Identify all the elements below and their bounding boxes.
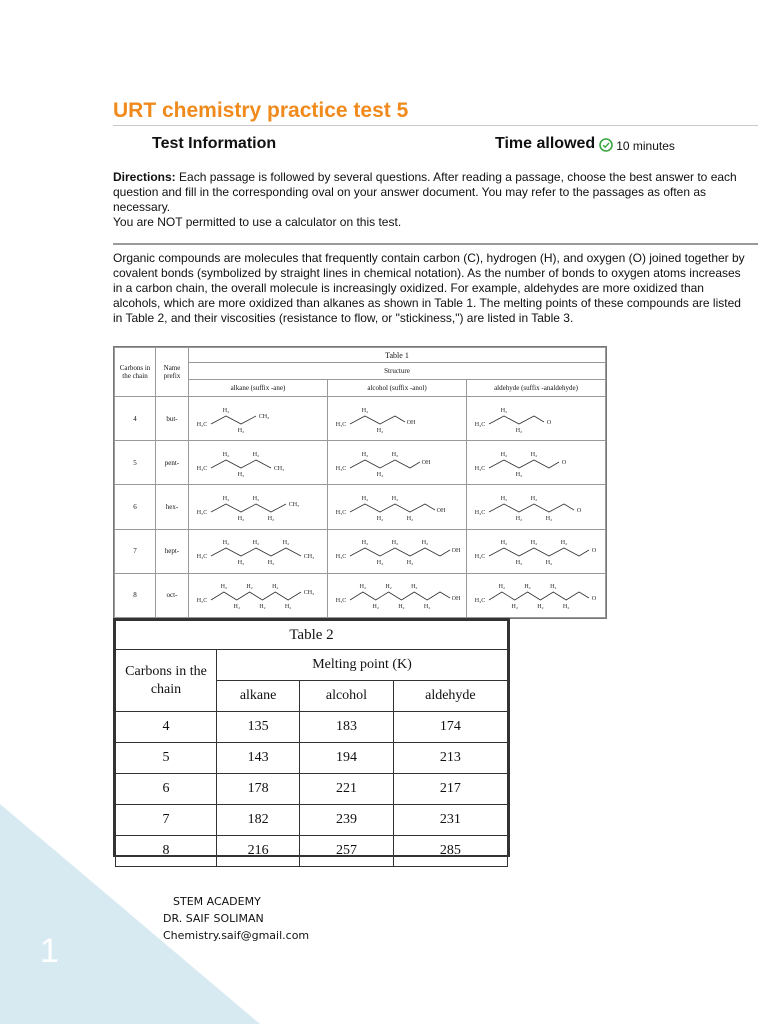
t2-cell: 216: [217, 836, 300, 867]
label-h2: H₂: [530, 496, 538, 503]
label-h2: H₂: [233, 604, 240, 611]
table-1: [113, 346, 607, 619]
time-allowed: [495, 135, 675, 153]
bond-line: [489, 504, 574, 512]
label-h2: H₂: [361, 451, 369, 458]
t1-prefix: oct-: [156, 573, 189, 617]
label-h2: H₂: [537, 604, 544, 611]
t2-col-melting-point: Melting point (K): [217, 650, 508, 681]
label-h2: H₂: [385, 584, 392, 591]
t2-cell: 4: [116, 712, 217, 743]
table-row: [115, 441, 606, 485]
label-h2: H₂: [411, 584, 418, 591]
table-row: [115, 529, 606, 573]
label-h2: H₂: [406, 560, 414, 567]
directions-text: Each passage is followed by several questions. After reading a passage, choose the best answer to each question and fill in the corresponding oval on your answer document. You may refer to the passages as often as necessary.: [113, 170, 737, 214]
bond-line: [489, 592, 589, 600]
passage-text: Organic compounds are molecules that frequently contain carbon (C), hydrogen (H), and oxygen (O) joined together by covalent bonds (symbolized by straight lines in chemical notation). As the number of bonds to oxygen atoms increases in a carbon chain, the overall molecule is increasingly oxidized. For example, aldehydes are more oxidized than alcohols, which are more oxidized than alkanes as shown in Table 1. The melting points of these compounds are listed in Table 2, and their viscosities (resistance to flow, or "stickiness,") are listed in Table 3.: [113, 251, 745, 325]
label-h3c: H₃C: [474, 554, 486, 561]
label-h2: H₂: [515, 427, 523, 434]
calculator-note: You are NOT permitted to use a calculator on this test.: [113, 215, 402, 229]
aldehyde-structure: [471, 400, 601, 438]
footer-email: Chemistry.saif@gmail.com: [163, 929, 310, 942]
t1-structure-cell: [189, 485, 328, 529]
alkane-structure: [193, 488, 323, 526]
table-row: [116, 712, 508, 743]
label-h2: H₂: [252, 496, 260, 503]
t2-cell: 183: [300, 712, 394, 743]
aldehyde-structure: [471, 576, 601, 614]
t1-carbons: 5: [115, 441, 156, 485]
t2-cell: 182: [217, 805, 300, 836]
label-ch3: CH₃: [303, 554, 315, 561]
label-h2: H₂: [511, 604, 518, 611]
label-o: O: [576, 508, 582, 515]
label-h2: H₂: [237, 427, 245, 434]
label-h2: H₂: [284, 604, 292, 611]
t1-sub-aldehyde: aldehyde (suffix -analdehyde): [467, 380, 606, 397]
label-ch3: CH₃: [258, 413, 270, 420]
t1-carbons: 6: [115, 485, 156, 529]
title-divider: [113, 125, 758, 126]
t1-col-prefix: Name prefix: [156, 348, 189, 397]
bond-line: [350, 504, 435, 512]
label-h2: H₂: [515, 560, 523, 567]
label-h2: H₂: [391, 451, 399, 458]
label-h2: H₂: [500, 496, 508, 503]
label-h2: H₂: [237, 560, 245, 567]
label-h2: H₂: [500, 407, 508, 414]
label-h2: H₂: [376, 471, 384, 478]
bond-line: [211, 460, 271, 468]
alcohol-structure: [332, 444, 462, 482]
t1-structure-cell: [467, 573, 606, 617]
label-h3c: H₃C: [335, 554, 347, 561]
bond-line: [489, 416, 544, 424]
t1-carbons: 4: [115, 397, 156, 441]
t2-cell: 5: [116, 743, 217, 774]
label-h2: H₂: [515, 471, 523, 478]
footer-academy: STEM ACADEMY: [173, 895, 261, 908]
alcohol-structure: [332, 532, 462, 570]
t1-structure-cell: [328, 573, 467, 617]
aldehyde-structure: [471, 532, 601, 570]
label-o: O: [561, 459, 567, 466]
label-h3c: H₃C: [196, 421, 208, 428]
bond-line: [489, 548, 589, 556]
label-h3c: H₃C: [335, 510, 347, 517]
label-h2: H₂: [562, 604, 570, 611]
time-allowed-label: Time allowed: [495, 135, 596, 152]
t2-cell: 239: [300, 805, 394, 836]
label-h2: H₂: [267, 516, 275, 523]
t2-cell: 257: [300, 836, 394, 867]
label-h2: H₂: [500, 451, 508, 458]
label-h2: H₂: [361, 540, 369, 547]
label-h2: H₂: [376, 427, 384, 434]
clock-icon: [599, 138, 613, 152]
alcohol-structure: [332, 488, 462, 526]
label-h3c: H₃C: [474, 510, 486, 517]
alkane-structure: [193, 576, 323, 614]
page-number: 1: [40, 932, 59, 970]
t1-col-carbons: Carbons in the chain: [115, 348, 156, 397]
t1-prefix: but-: [156, 397, 189, 441]
label-h2: H₂: [222, 451, 230, 458]
t2-cell: 213: [393, 743, 507, 774]
label-h2: H₂: [282, 540, 290, 547]
label-h2: H₂: [524, 584, 531, 591]
alkane-structure: [193, 444, 323, 482]
label-oh: OH: [451, 548, 461, 555]
t1-structure-cell: [467, 397, 606, 441]
aldehyde-structure: [471, 444, 601, 482]
label-h2: H₂: [372, 604, 379, 611]
alcohol-structure: [332, 400, 462, 438]
label-oh: OH: [406, 419, 416, 426]
bond-line: [211, 592, 301, 600]
table-row: [115, 397, 606, 441]
label-ch3: CH₃: [303, 590, 315, 597]
bond-line: [350, 460, 420, 468]
label-h2: H₂: [530, 540, 538, 547]
alkane-structure: [193, 400, 323, 438]
t1-structure-cell: [467, 529, 606, 573]
t2-sub-alkane: alkane: [217, 681, 300, 712]
t2-cell: 194: [300, 743, 394, 774]
label-h3c: H₃C: [335, 598, 347, 605]
bond-line: [489, 460, 559, 468]
label-h2: H₂: [252, 540, 260, 547]
label-h3c: H₃C: [196, 598, 208, 605]
label-h2: H₂: [220, 584, 228, 591]
label-o: O: [546, 419, 552, 426]
t1-structure-cell: [189, 397, 328, 441]
label-ch3: CH₃: [288, 502, 300, 509]
label-h2: H₂: [560, 540, 568, 547]
t1-structure-cell: [467, 485, 606, 529]
label-h2: H₂: [252, 451, 260, 458]
table-row: [115, 485, 606, 529]
passage-divider: [113, 243, 758, 245]
table-row: [116, 805, 508, 836]
t1-prefix: pent-: [156, 441, 189, 485]
label-h2: H₂: [237, 471, 245, 478]
t2-col-carbons: Carbons in the chain: [116, 650, 217, 712]
time-allowed-value: 10 minutes: [616, 139, 675, 153]
t2-cell: 217: [393, 774, 507, 805]
t1-title: Table 1: [189, 348, 606, 363]
t1-structure-cell: [328, 529, 467, 573]
label-h2: H₂: [259, 604, 266, 611]
label-h2: H₂: [267, 560, 275, 567]
t1-structure-cell: [328, 441, 467, 485]
label-o: O: [591, 596, 597, 603]
table-row: [116, 774, 508, 805]
directions-label: Directions:: [113, 170, 176, 184]
t1-sub-alcohol: alcohol (suffix -anol): [328, 380, 467, 397]
label-h2: H₂: [376, 560, 384, 567]
label-h2: H₂: [545, 516, 553, 523]
label-oh: OH: [451, 596, 461, 603]
label-ch3: CH₃: [273, 465, 285, 472]
t1-carbons: 7: [115, 529, 156, 573]
label-h2: H₂: [545, 560, 553, 567]
t1-structure-cell: [189, 529, 328, 573]
label-h2: H₂: [530, 451, 538, 458]
t2-cell: 143: [217, 743, 300, 774]
table-row: [116, 743, 508, 774]
t1-prefix: hept-: [156, 529, 189, 573]
footer: [163, 893, 309, 944]
t1-structure-cell: [328, 485, 467, 529]
bond-line: [211, 416, 256, 424]
label-h3c: H₃C: [335, 421, 347, 428]
page-title: URT chemistry practice test 5: [113, 99, 409, 122]
table-2: [113, 618, 510, 857]
t1-sub-alkane: alkane (suffix -ane): [189, 380, 328, 397]
label-oh: OH: [421, 459, 431, 466]
t2-title: Table 2: [116, 621, 508, 650]
t2-cell: 174: [393, 712, 507, 743]
directions: [113, 170, 753, 230]
label-h2: H₂: [222, 540, 230, 547]
label-h3c: H₃C: [196, 510, 208, 517]
table-row: [116, 836, 508, 867]
label-o: O: [591, 548, 597, 555]
t1-col-structure: Structure: [189, 363, 606, 380]
t1-structure-cell: [189, 573, 328, 617]
label-h2: H₂: [515, 516, 523, 523]
label-h2: H₂: [222, 407, 230, 414]
t2-cell: 285: [393, 836, 507, 867]
label-h2: H₂: [237, 516, 245, 523]
label-h2: H₂: [498, 584, 506, 591]
t2-sub-aldehyde: aldehyde: [393, 681, 507, 712]
label-h2: H₂: [500, 540, 508, 547]
t2-cell: 231: [393, 805, 507, 836]
label-h3c: H₃C: [474, 598, 486, 605]
t2-cell: 178: [217, 774, 300, 805]
label-h2: H₂: [406, 516, 414, 523]
t1-structure-cell: [189, 441, 328, 485]
t2-cell: 221: [300, 774, 394, 805]
label-oh: OH: [436, 508, 446, 515]
label-h2: H₂: [421, 540, 429, 547]
t2-cell: 135: [217, 712, 300, 743]
label-h2: H₂: [398, 604, 405, 611]
label-h2: H₂: [361, 407, 369, 414]
label-h2: H₂: [222, 496, 230, 503]
label-h2: H₂: [246, 584, 253, 591]
alkane-structure: [193, 532, 323, 570]
alcohol-structure: [332, 576, 462, 614]
label-h2: H₂: [272, 584, 279, 591]
label-h3c: H₃C: [196, 554, 208, 561]
label-h2: H₂: [550, 584, 557, 591]
table-row: [115, 573, 606, 617]
bond-line: [211, 548, 301, 556]
bond-line: [211, 504, 286, 512]
label-h3c: H₃C: [474, 465, 486, 472]
aldehyde-structure: [471, 488, 601, 526]
t2-cell: 8: [116, 836, 217, 867]
t2-sub-alcohol: alcohol: [300, 681, 394, 712]
bond-line: [350, 592, 450, 600]
label-h3c: H₃C: [474, 421, 486, 428]
label-h2: H₂: [376, 516, 384, 523]
t1-structure-cell: [467, 441, 606, 485]
label-h2: H₂: [391, 496, 399, 503]
label-h3c: H₃C: [335, 465, 347, 472]
label-h2: H₂: [359, 584, 367, 591]
label-h2: H₂: [423, 604, 431, 611]
label-h2: H₂: [361, 496, 369, 503]
t2-cell: 6: [116, 774, 217, 805]
t1-prefix: hex-: [156, 485, 189, 529]
t1-structure-cell: [328, 397, 467, 441]
t2-cell: 7: [116, 805, 217, 836]
bond-line: [350, 548, 450, 556]
test-information-heading: Test Information: [152, 135, 277, 152]
label-h2: H₂: [391, 540, 399, 547]
footer-author: DR. SAIF SOLIMAN: [163, 912, 264, 925]
bond-line: [350, 416, 405, 424]
label-h3c: H₃C: [196, 465, 208, 472]
t1-carbons: 8: [115, 573, 156, 617]
